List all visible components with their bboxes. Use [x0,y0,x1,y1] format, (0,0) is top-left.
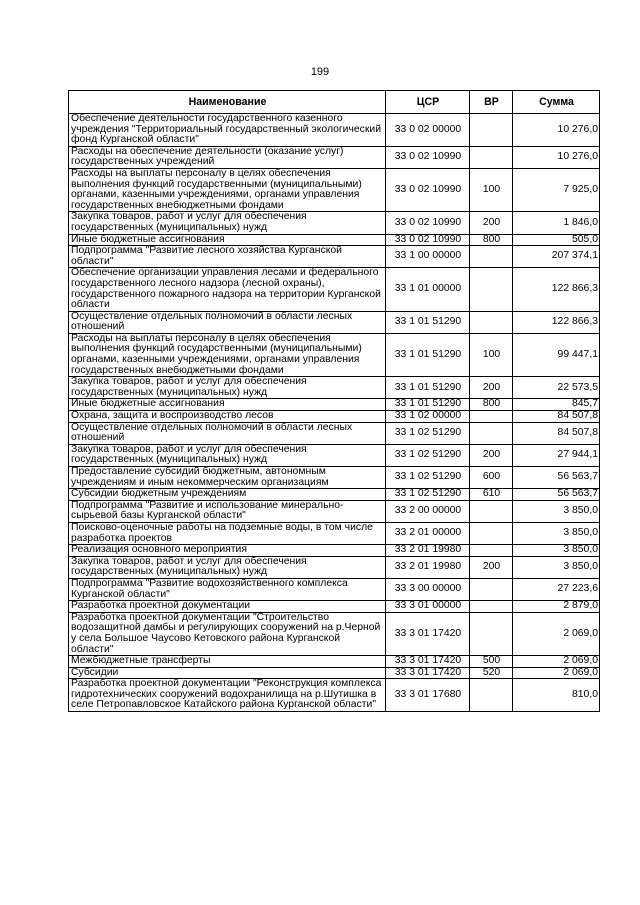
cell-name: Субсидии [69,667,386,679]
table-row [69,467,600,489]
table-row [69,522,600,544]
cell-csr: 33 3 01 17420 [386,656,470,668]
table-row [69,234,600,246]
cell-name: Закупка товаров, работ и услуг для обеспечения государственных (муниципальных) нужд [69,556,386,578]
table-row [69,268,600,311]
cell-name: Субсидии бюджетным учреждениям [69,489,386,501]
cell-vr [470,114,513,147]
cell-name: Реализация основного мероприятия [69,545,386,557]
cell-vr [470,268,513,311]
page-number: 199 [310,66,330,78]
cell-name: Закупка товаров, работ и услуг для обеспечения государственных (муниципальных) нужд [69,377,386,399]
cell-csr: 33 1 00 00000 [386,246,470,268]
column-header-csr: ЦСР [386,91,470,114]
table-row [69,578,600,600]
cell-name: Осуществление отдельных полномочий в области лесных отношений [69,422,386,444]
table-row [69,146,600,168]
cell-csr: 33 1 01 51290 [386,377,470,399]
cell-sum: 845,7 [513,399,600,411]
cell-sum: 84 507,8 [513,411,600,423]
cell-sum: 56 563,7 [513,467,600,489]
cell-vr: 100 [470,333,513,376]
cell-csr: 33 0 02 10990 [386,212,470,234]
cell-sum: 3 850,0 [513,556,600,578]
cell-name: Разработка проектной документации "Строительство водозащитной дамбы и регулирующих сооружений на р.Черной у села Большое Чаусово Кетовского района Курганской области" [69,612,386,655]
table-row [69,556,600,578]
table-row [69,500,600,522]
cell-csr: 33 1 01 51290 [386,399,470,411]
cell-sum: 207 374,1 [513,246,600,268]
column-header-name: Наименование [69,91,386,114]
table-row [69,656,600,668]
cell-csr: 33 0 02 00000 [386,114,470,147]
cell-csr: 33 0 02 10990 [386,146,470,168]
cell-sum: 99 447,1 [513,333,600,376]
cell-sum: 3 850,0 [513,500,600,522]
cell-vr: 200 [470,377,513,399]
cell-csr: 33 3 01 00000 [386,601,470,613]
cell-csr: 33 2 01 00000 [386,522,470,544]
cell-csr: 33 1 01 51290 [386,311,470,333]
cell-vr [470,601,513,613]
cell-vr: 200 [470,556,513,578]
cell-vr: 800 [470,399,513,411]
cell-sum: 10 276,0 [513,114,600,147]
cell-name: Обеспечение деятельности государственного казенного учреждения "Территориальный государственный экологический фонд Курганской области" [69,114,386,147]
cell-csr: 33 3 01 17680 [386,679,470,712]
table-row [69,311,600,333]
cell-sum: 2 069,0 [513,612,600,655]
cell-name: Подпрограмма "Развитие и использование минерально-сырьевой базы Курганской области" [69,500,386,522]
cell-csr: 33 0 02 10990 [386,234,470,246]
cell-vr: 100 [470,168,513,211]
cell-csr: 33 1 02 51290 [386,489,470,501]
cell-csr: 33 3 01 17420 [386,612,470,655]
cell-name: Поисково-оценочные работы на подземные воды, в том числе разработка проектов [69,522,386,544]
cell-sum: 22 573,5 [513,377,600,399]
cell-sum: 3 850,0 [513,522,600,544]
cell-vr: 500 [470,656,513,668]
cell-sum: 10 276,0 [513,146,600,168]
table-row [69,377,600,399]
table-row [69,333,600,376]
cell-sum: 7 925,0 [513,168,600,211]
cell-sum: 2 069,0 [513,656,600,668]
table-row [69,545,600,557]
cell-csr: 33 1 02 00000 [386,411,470,423]
cell-vr: 200 [470,444,513,466]
cell-sum: 2 879,0 [513,601,600,613]
table-row [69,246,600,268]
cell-vr: 800 [470,234,513,246]
cell-vr [470,246,513,268]
cell-name: Расходы на обеспечение деятельности (оказание услуг) государственных учреждений [69,146,386,168]
cell-csr: 33 3 00 00000 [386,578,470,600]
table-row [69,601,600,613]
cell-name: Закупка товаров, работ и услуг для обеспечения государственных (муниципальных) нужд [69,444,386,466]
cell-vr: 600 [470,467,513,489]
cell-csr: 33 1 02 51290 [386,422,470,444]
cell-sum: 505,0 [513,234,600,246]
cell-name: Иные бюджетные ассигнования [69,234,386,246]
cell-name: Расходы на выплаты персоналу в целях обеспечения выполнения функций государственными (муниципальными) органами, казенными учреждениями, органами управления государственных внебюджетными фондами [69,168,386,211]
cell-sum: 122 866,3 [513,268,600,311]
cell-csr: 33 1 01 51290 [386,333,470,376]
cell-vr: 200 [470,212,513,234]
cell-name: Предоставление субсидий бюджетным, автономным учреждениям и иным некоммерческим организациям [69,467,386,489]
column-header-vr: ВР [470,91,513,114]
cell-vr [470,545,513,557]
cell-vr [470,522,513,544]
cell-csr: 33 0 02 10990 [386,168,470,211]
cell-name: Подпрограмма "Развитие водохозяйственного комплекса Курганской области" [69,578,386,600]
cell-csr: 33 2 01 19980 [386,545,470,557]
cell-sum: 2 069,0 [513,667,600,679]
cell-vr [470,679,513,712]
cell-vr: 520 [470,667,513,679]
cell-name: Осуществление отдельных полномочий в области лесных отношений [69,311,386,333]
cell-vr [470,411,513,423]
cell-sum: 810,0 [513,679,600,712]
cell-csr: 33 1 02 51290 [386,444,470,466]
table-row [69,422,600,444]
table-row [69,399,600,411]
table-row [69,489,600,501]
cell-name: Разработка проектной документации [69,601,386,613]
cell-csr: 33 2 01 19980 [386,556,470,578]
cell-vr [470,578,513,600]
cell-vr [470,500,513,522]
cell-name: Обеспечение организации управления лесами и федерального государственного лесного надзора (лесной охраны), государственного пожарного надзора на территории Курганской области [69,268,386,311]
table-body [69,114,600,712]
budget-table [68,90,600,712]
cell-name: Охрана, защита и воспроизводство лесов [69,411,386,423]
table-row [69,114,600,147]
cell-csr: 33 1 01 00000 [386,268,470,311]
cell-sum: 27 944,1 [513,444,600,466]
table-row [69,612,600,655]
cell-name: Подпрограмма "Развитие лесного хозяйства Курганской области" [69,246,386,268]
column-header-sum: Сумма [513,91,600,114]
cell-vr [470,311,513,333]
cell-name: Расходы на выплаты персоналу в целях обеспечения выполнения функций государственными (муниципальными) органами, казенными учреждениями, органами управления государственных внебюджетными фондами [69,333,386,376]
table-row [69,679,600,712]
cell-sum: 84 507,8 [513,422,600,444]
cell-name: Межбюджетные трансферты [69,656,386,668]
table-row [69,212,600,234]
cell-csr: 33 3 01 17420 [386,667,470,679]
cell-name: Иные бюджетные ассигнования [69,399,386,411]
cell-vr [470,422,513,444]
cell-name: Разработка проектной документации "Реконструкция комплекса гидротехнических сооружений водохранилища на р.Шутишка в селе Петропавловское Катайского района Курганской области" [69,679,386,712]
cell-sum: 3 850,0 [513,545,600,557]
cell-vr [470,146,513,168]
cell-name: Закупка товаров, работ и услуг для обеспечения государственных (муниципальных) нужд [69,212,386,234]
cell-csr: 33 1 02 51290 [386,467,470,489]
table-header-row [69,91,600,114]
cell-vr [470,612,513,655]
cell-sum: 122 866,3 [513,311,600,333]
table-row [69,168,600,211]
cell-csr: 33 2 00 00000 [386,500,470,522]
cell-sum: 1 846,0 [513,212,600,234]
cell-sum: 56 563,7 [513,489,600,501]
cell-sum: 27 223,6 [513,578,600,600]
table-row [69,411,600,423]
table-row [69,444,600,466]
cell-vr: 610 [470,489,513,501]
